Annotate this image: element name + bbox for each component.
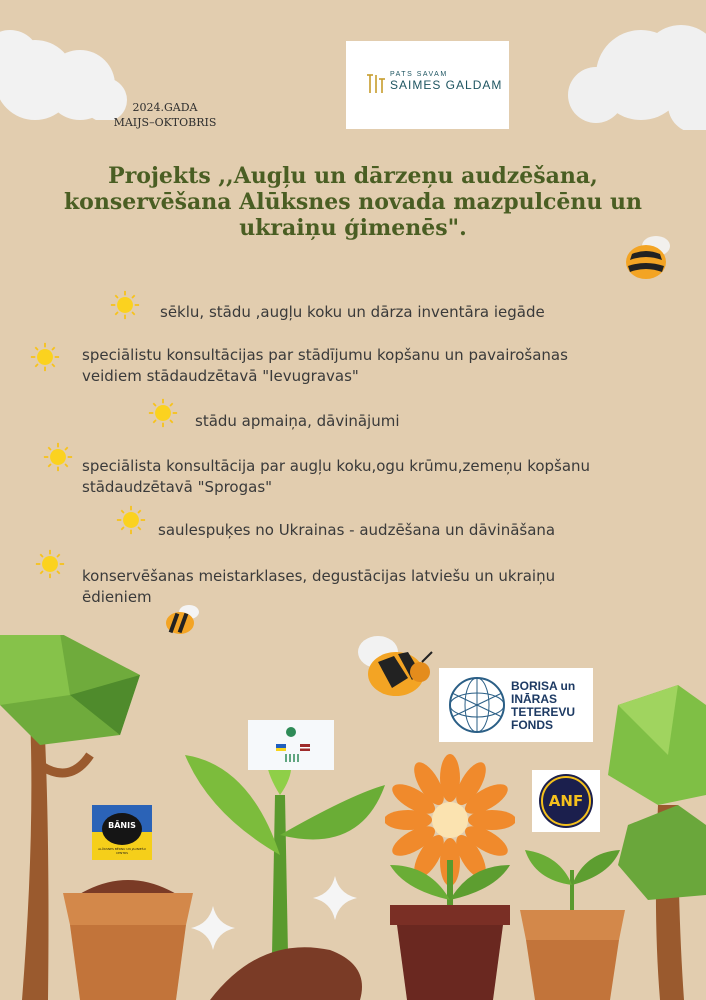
list-item — [82, 345, 568, 387]
item-text: veidiem stādaudzētavā "Ievugravas" — [82, 367, 359, 385]
bauks-text: BĀNIS — [108, 821, 136, 830]
sun-icon — [148, 398, 178, 428]
item-text: speciālista konsultācija par augļu koku,ogu krūmu,zemeņu kopšanu — [82, 457, 591, 475]
globe-icon — [447, 675, 507, 735]
title-line: konservēšana Alūksnes novada mazpulcēnu un — [63, 189, 643, 215]
list-item — [82, 566, 555, 608]
sun-icon — [30, 342, 60, 372]
pot-left-icon — [58, 865, 198, 1000]
sun-icon — [43, 442, 73, 472]
borisa-logo — [439, 668, 593, 742]
borisa-line: FONDS — [511, 718, 553, 732]
list-item — [160, 302, 545, 323]
item-text: sēklu, stādu ,augļu koku un dārza inventāra iegāde — [160, 303, 545, 321]
seedling-icon — [180, 735, 390, 1000]
pats-savam-logo — [346, 41, 509, 129]
pot-right-icon — [515, 840, 630, 1000]
borisa-line: INĀRAS — [511, 692, 558, 706]
date-months: MAIJS–OKTOBRIS — [113, 116, 217, 129]
bauks-subtext: ALŪKSNES BĒRNU UN JAUNIEŠU CENTRS — [98, 847, 146, 855]
bee-icon — [622, 232, 678, 284]
item-text: saulespuķes no Ukrainas - audzēšana un dāvināšana — [158, 521, 556, 539]
flags-icon — [248, 720, 334, 770]
bee-icon — [163, 603, 203, 637]
list-item — [158, 520, 555, 541]
bee-icon — [352, 632, 436, 702]
flag-logo — [248, 720, 334, 770]
logo-big-text: SAIMES GALDAM — [390, 78, 503, 92]
bauks-logo — [92, 805, 152, 860]
sparkle-icon — [312, 875, 358, 921]
project-title — [40, 163, 666, 241]
garden-tools-icon — [366, 73, 388, 95]
cloud-right-icon — [556, 15, 706, 130]
borisa-line: BORISA un — [511, 679, 576, 693]
borisa-line: TETEREVU — [511, 705, 576, 719]
item-text: stādaudzētavā "Sprogas" — [82, 478, 273, 496]
anf-text: ANF — [548, 792, 584, 810]
flower-icon — [385, 750, 515, 1000]
item-text: ēdieniem — [82, 588, 152, 606]
item-text: speciālistu konsultācijas par stādījumu kopšanu un pavairošanas — [82, 346, 568, 364]
item-text: stādu apmaiņa, dāvinājumi — [195, 412, 400, 430]
date-year: 2024.GADA — [132, 101, 198, 114]
sun-icon — [116, 505, 146, 535]
item-text: konservēšanas meistarklases, degustācijas latviešu un ukraiņu — [82, 567, 556, 585]
title-line: ukraiņu ģimenēs". — [239, 215, 467, 241]
sun-icon — [110, 290, 140, 320]
logo-small-text: PATS SAVAM — [390, 71, 448, 78]
title-line: Projekts ,,Augļu un dārzeņu audzēšana, — [108, 163, 598, 189]
anf-logo — [532, 770, 600, 832]
list-item — [195, 411, 400, 432]
sun-icon — [35, 549, 65, 579]
list-item — [82, 456, 590, 498]
date-label — [100, 100, 230, 130]
